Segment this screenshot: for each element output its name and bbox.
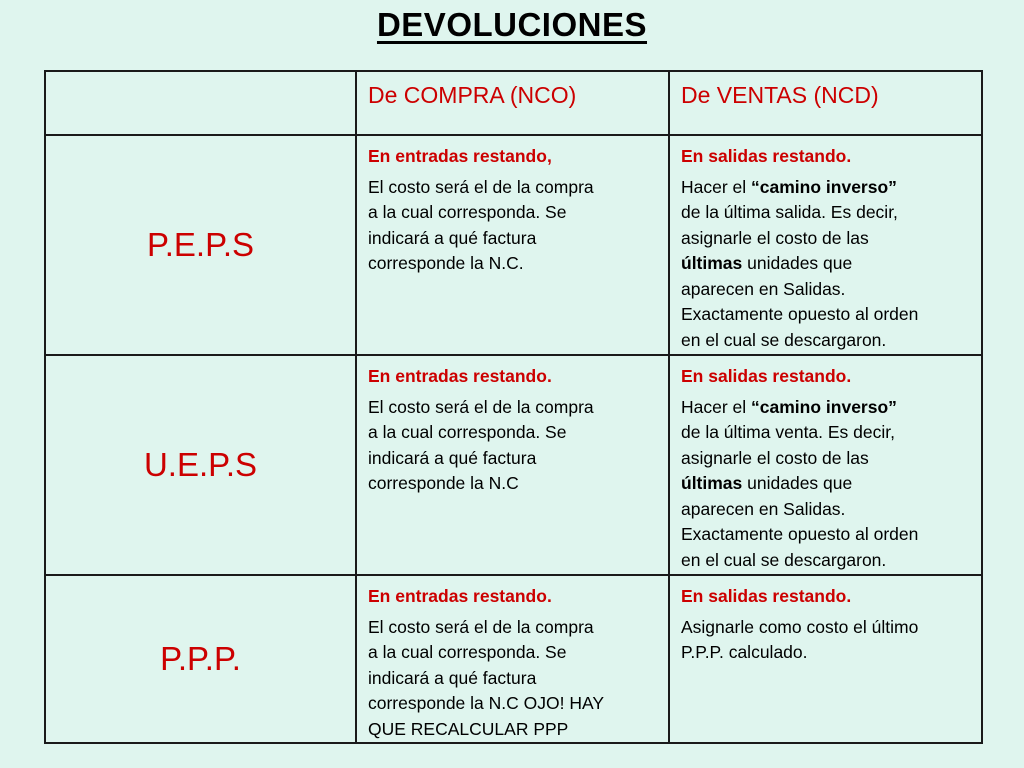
camino-inverso-text: “camino inverso”	[751, 176, 897, 197]
ventas-line: en el cual se descargaron.	[681, 329, 887, 350]
ventas-cell	[669, 135, 982, 355]
compra-line: a la cual corresponda. Se	[368, 202, 567, 222]
compra-cell	[356, 575, 669, 743]
ventas-line-rest: unidades que	[742, 473, 853, 493]
compra-line: corresponde la N.C OJO! HAY	[368, 693, 605, 713]
hacer-text: Hacer el	[681, 176, 752, 197]
compra-line: indicará a qué factura	[368, 227, 537, 248]
ventas-line: P.P.P. calculado.	[681, 642, 808, 662]
hacer-text: Hacer el	[681, 396, 752, 417]
ultimas-text: últimas	[681, 253, 743, 273]
ventas-line: asignarle el costo de las	[681, 447, 869, 468]
camino-inverso-text: “camino inverso”	[751, 396, 897, 417]
table-row	[45, 575, 982, 743]
table-row	[45, 355, 982, 575]
ventas-line: aparecen en Salidas.	[681, 498, 846, 519]
ventas-lead: En salidas restando.	[681, 366, 852, 386]
ventas-line: de la última salida. Es decir,	[681, 202, 898, 222]
compra-line: El costo será el de la compra	[368, 616, 594, 637]
ventas-lead: En salidas restando.	[681, 586, 852, 606]
compra-line: indicará a qué factura	[368, 667, 537, 688]
compra-lead: En entradas restando,	[368, 146, 552, 166]
compra-line: corresponde la N.C.	[368, 253, 524, 273]
ventas-cell	[669, 575, 982, 743]
ventas-line: asignarle el costo de las	[681, 227, 869, 248]
method-label: U.E.P.S	[45, 355, 356, 575]
ventas-line: en el cual se descargaron.	[681, 549, 887, 570]
ventas-line: Asignarle como costo el último	[681, 616, 919, 637]
ventas-line	[681, 395, 973, 421]
method-label: P.E.P.S	[45, 135, 356, 355]
ventas-line	[681, 175, 973, 201]
ultimas-text: últimas	[681, 473, 743, 493]
header-ventas: De VENTAS (NCD)	[669, 71, 982, 135]
compra-line: a la cual corresponda. Se	[368, 642, 567, 662]
compra-line: El costo será el de la compra	[368, 396, 594, 417]
ventas-line: aparecen en Salidas.	[681, 278, 846, 299]
compra-lead: En entradas restando.	[368, 586, 552, 606]
devoluciones-table	[44, 70, 983, 744]
compra-line: corresponde la N.C	[368, 473, 519, 493]
header-blank-cell	[45, 71, 356, 135]
ventas-line: de la última venta. Es decir,	[681, 422, 895, 442]
ventas-lead: En salidas restando.	[681, 146, 852, 166]
table-row	[45, 135, 982, 355]
compra-cell	[356, 355, 669, 575]
compra-line: QUE RECALCULAR PPP	[368, 718, 569, 739]
ventas-line: Exactamente opuesto al orden	[681, 524, 919, 544]
compra-line: El costo será el de la compra	[368, 176, 594, 197]
compra-cell	[356, 135, 669, 355]
method-label: P.P.P.	[45, 575, 356, 743]
table-header-row	[45, 71, 982, 135]
page-title: DEVOLUCIONES	[376, 6, 648, 43]
compra-line: indicará a qué factura	[368, 447, 537, 468]
ventas-line-rest: unidades que	[742, 253, 853, 273]
compra-lead: En entradas restando.	[368, 366, 552, 386]
compra-line: a la cual corresponda. Se	[368, 422, 567, 442]
ventas-line	[681, 471, 973, 497]
ventas-cell	[669, 355, 982, 575]
ventas-line	[681, 251, 973, 277]
ventas-line: Exactamente opuesto al orden	[681, 304, 919, 324]
header-compra: De COMPRA (NCO)	[356, 71, 669, 135]
